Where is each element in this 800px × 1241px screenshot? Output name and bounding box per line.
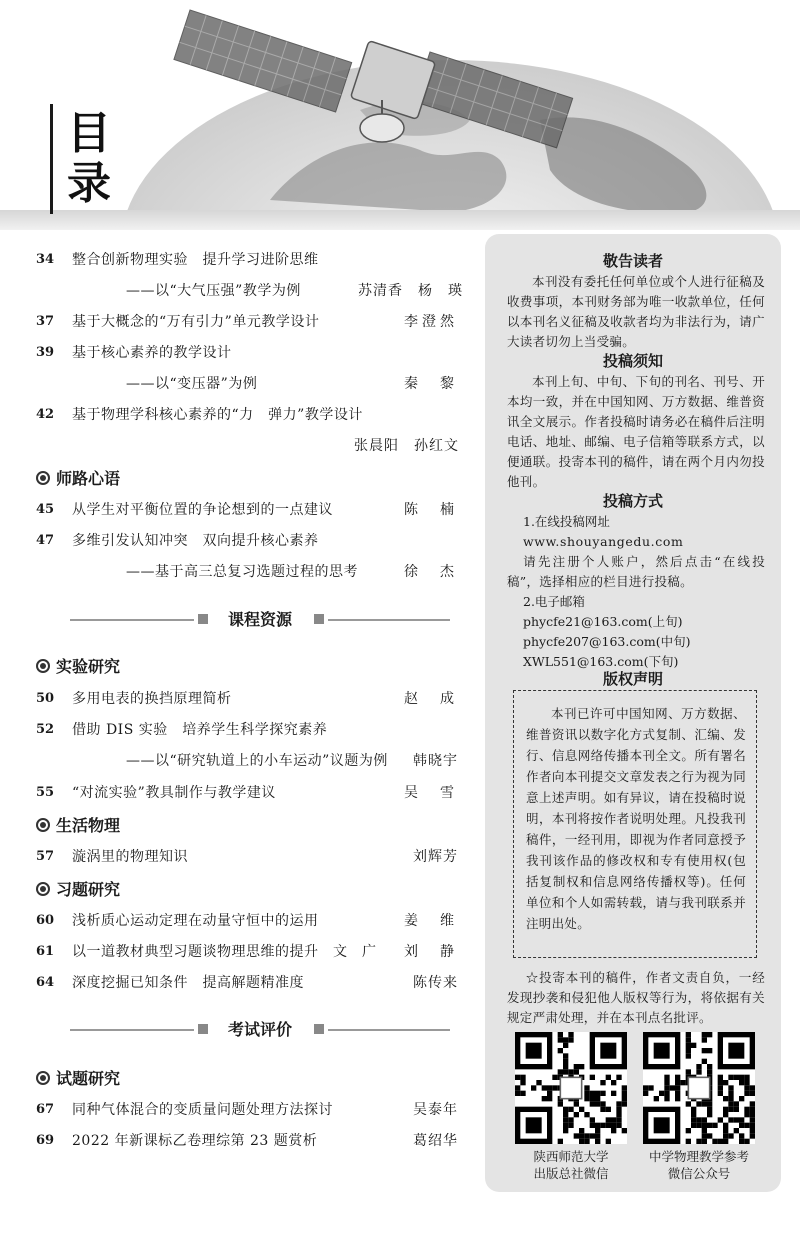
page-number: 64 [36, 975, 55, 990]
article-title: 基于核心素养的教学设计 [72, 345, 232, 361]
page-number: 57 [36, 849, 55, 864]
banner-label: 考试评价 [227, 1020, 292, 1039]
article-author: 姜 维 [404, 913, 458, 929]
article-title: 多维引发认知冲突 双向提升核心素养 [72, 533, 319, 549]
satellite-globe-illustration [120, 0, 800, 230]
toc-entry[interactable] [36, 971, 466, 995]
toc-entry[interactable] [36, 434, 466, 458]
toc-entry[interactable] [36, 687, 466, 711]
toc-entry[interactable] [36, 1098, 466, 1122]
section-bullet-icon [36, 659, 50, 673]
section-banner-course [70, 608, 450, 632]
page-number: 55 [36, 785, 55, 800]
notice-heading: 敬告读者 [602, 252, 663, 270]
toc-entry[interactable] [36, 372, 466, 396]
article-author: 吴 雪 [404, 785, 458, 801]
article-author: 陈 楠 [404, 502, 458, 518]
section-banner-exam [70, 1018, 450, 1042]
copyright-box [513, 690, 757, 958]
article-title: 借助 DIS 实验 培养学生科学探究素养 [72, 722, 328, 738]
article-title: 以一道教材典型习题谈物理思维的提升 文 广 [72, 944, 377, 960]
banner-square-icon [314, 614, 324, 624]
section-bullet-icon [36, 471, 50, 485]
toc-entry[interactable] [36, 529, 466, 553]
page-number: 37 [36, 314, 55, 329]
article-subtitle: ——以“变压器”为例 [126, 376, 258, 392]
qr-caption-journal: 中学物理教学参考 微信公众号 [648, 1149, 749, 1181]
table-of-contents [0, 240, 470, 1240]
section-heading-xiti: 习题研究 [36, 877, 120, 903]
article-title: 漩涡里的物理知识 [72, 849, 188, 865]
section-heading-shiyan: 实验研究 [36, 654, 120, 680]
page-number: 67 [36, 1102, 55, 1117]
banner-rule-left [70, 1029, 194, 1031]
toc-entry[interactable] [36, 749, 466, 773]
article-title: 整合创新物理实验 提升学习进阶思维 [72, 252, 319, 268]
article-author: 刘辉芳 [413, 849, 458, 865]
page-number: 69 [36, 1133, 55, 1148]
banner-rule-right [328, 1029, 450, 1031]
toc-entry[interactable] [36, 718, 466, 742]
page-number: 60 [36, 913, 55, 928]
notice-text: 本刊没有委托任何单位或个人进行征稿及收费事项，本刊财务部为唯一收款单位，任何以本刊名义征稿及收款者均为非法行为，请广大读者切勿上当受骗。 [507, 274, 765, 349]
article-author: 吴泰年 [413, 1102, 458, 1118]
title-char-2: 录 [67, 158, 111, 209]
article-author: 李澄然 [404, 314, 458, 330]
section-heading-shenghuo: 生活物理 [36, 813, 120, 839]
section-bullet-icon [36, 1071, 50, 1085]
section-heading-shilu: 师路心语 [36, 466, 120, 492]
toc-entry[interactable] [36, 498, 466, 522]
toc-entry[interactable] [36, 1129, 466, 1153]
page-number: 39 [36, 345, 55, 360]
section-bullet-icon [36, 882, 50, 896]
page-number: 45 [36, 502, 55, 517]
copyright-text: 本刊已许可中国知网、万方数据、维普资讯以数字化方式复制、汇编、发行、信息网络传播本刊全文。所有署名作者向本刊提交文章发表之行为视为同意上述声明。如有异议，请在投稿时说明，本刊将按作者说明处理。凡投我刊稿件，一经刊用，即视为作者同意授予我刊该作品的修改权和专有使用权(包括复制权和信息网络传播权等)。任何单位和个人如需转载，请与我刊联系并注明出处。 [526, 706, 746, 931]
footnote-text: ☆投寄本刊的稿件，作者文责自负，一经发现抄袭和侵犯他人版权等行为，将依据有关规定严肃处理，并在本刊点名批评。 [507, 970, 765, 1025]
page-number: 61 [36, 944, 55, 959]
article-subtitle: ——以“研究轨道上的小车运动”议题为例 [126, 753, 388, 769]
page-header [0, 0, 800, 230]
qr-caption-publisher: 陕西师范大学 出版总社微信 [533, 1149, 609, 1181]
banner-square-icon [198, 1024, 208, 1034]
article-title: 浅析质心运动定理在动量守恒中的运用 [72, 913, 319, 929]
page-number: 50 [36, 691, 55, 706]
toc-entry[interactable] [36, 279, 466, 303]
page-number: 34 [36, 252, 55, 267]
header-gradient-band [0, 210, 800, 230]
notice-panel [485, 234, 781, 1192]
page-number: 42 [36, 407, 55, 422]
article-author: 刘 静 [404, 944, 458, 960]
section-bullet-icon [36, 818, 50, 832]
toc-entry[interactable] [36, 341, 466, 365]
qr-code-publisher[interactable] [515, 1032, 627, 1144]
email-label: 2.电子邮箱 [523, 594, 585, 609]
banner-square-icon [198, 614, 208, 624]
page-number: 52 [36, 722, 55, 737]
online-label: 1.在线投稿网址 [523, 514, 610, 529]
email-xiaxun[interactable]: XWL551@163.com(下旬) [523, 654, 679, 669]
title-char-1: 目 [67, 108, 111, 159]
email-zhongxun[interactable]: phycfe207@163.com(中旬) [523, 634, 691, 649]
article-author: 韩晓宇 [413, 753, 458, 769]
toc-entry[interactable] [36, 403, 466, 427]
email-shangxun[interactable]: phycfe21@163.com(上旬) [523, 614, 683, 629]
article-author: 苏清香 杨 瑛 [358, 283, 463, 299]
toc-entry[interactable] [36, 845, 466, 869]
toc-entry[interactable] [36, 560, 466, 584]
article-title: 从学生对平衡位置的争论想到的一点建议 [72, 502, 333, 518]
toc-entry[interactable] [36, 781, 466, 805]
article-subtitle: ——以“大气压强”教学为例 [126, 283, 301, 299]
online-text: 请先注册个人账户，然后点击“在线投稿”，选择相应的栏目进行投稿。 [507, 554, 765, 589]
submit-heading: 投稿须知 [602, 352, 663, 370]
toc-entry[interactable] [36, 940, 466, 964]
toc-entry[interactable] [36, 248, 466, 272]
article-title: 2022 年新课标乙卷理综第 23 题赏析 [72, 1133, 318, 1149]
article-author: 秦 黎 [404, 376, 458, 392]
banner-rule-left [70, 619, 194, 621]
banner-square-icon [314, 1024, 324, 1034]
article-author: 徐 杰 [404, 564, 458, 580]
section-heading-shiti: 试题研究 [36, 1066, 120, 1092]
copyright-heading: 版权声明 [602, 670, 663, 688]
method-heading: 投稿方式 [602, 492, 663, 510]
article-title: 基于物理学科核心素养的“力 弹力”教学设计 [72, 407, 363, 423]
toc-entry[interactable] [36, 909, 466, 933]
article-title: 多用电表的换挡原理简析 [72, 691, 232, 707]
article-author: 张晨阳 孙红文 [354, 438, 459, 454]
banner-label: 课程资源 [227, 610, 292, 629]
submit-text: 本刊上旬、中旬、下旬的刊名、刊号、开本均一致，并在中国知网、万方数据、维普资讯全文展示。作者投稿时请务必在稿件后注明电话、地址、邮编、电子信箱等联系方式，以便通联。投寄本刊的稿件，请在两个月内勿投他刊。 [507, 374, 765, 489]
article-title: 同种气体混合的变质量问题处理方法探讨 [72, 1102, 333, 1118]
qr-code-journal[interactable] [643, 1032, 755, 1144]
article-title: “对流实验”教具制作与教学建议 [72, 785, 276, 801]
contents-title [50, 104, 120, 214]
article-title: 基于大概念的“万有引力”单元教学设计 [72, 314, 320, 330]
article-author: 赵 成 [404, 691, 458, 707]
online-url[interactable]: www.shouyangedu.com [523, 534, 684, 549]
toc-entry[interactable] [36, 310, 466, 334]
article-author: 葛绍华 [413, 1133, 458, 1149]
banner-rule-right [328, 619, 450, 621]
article-subtitle: ——基于高三总复习选题过程的思考 [126, 564, 358, 580]
article-author: 陈传来 [413, 975, 458, 991]
article-title: 深度挖掘已知条件 提高解题精准度 [72, 975, 304, 991]
page-number: 47 [36, 533, 55, 548]
